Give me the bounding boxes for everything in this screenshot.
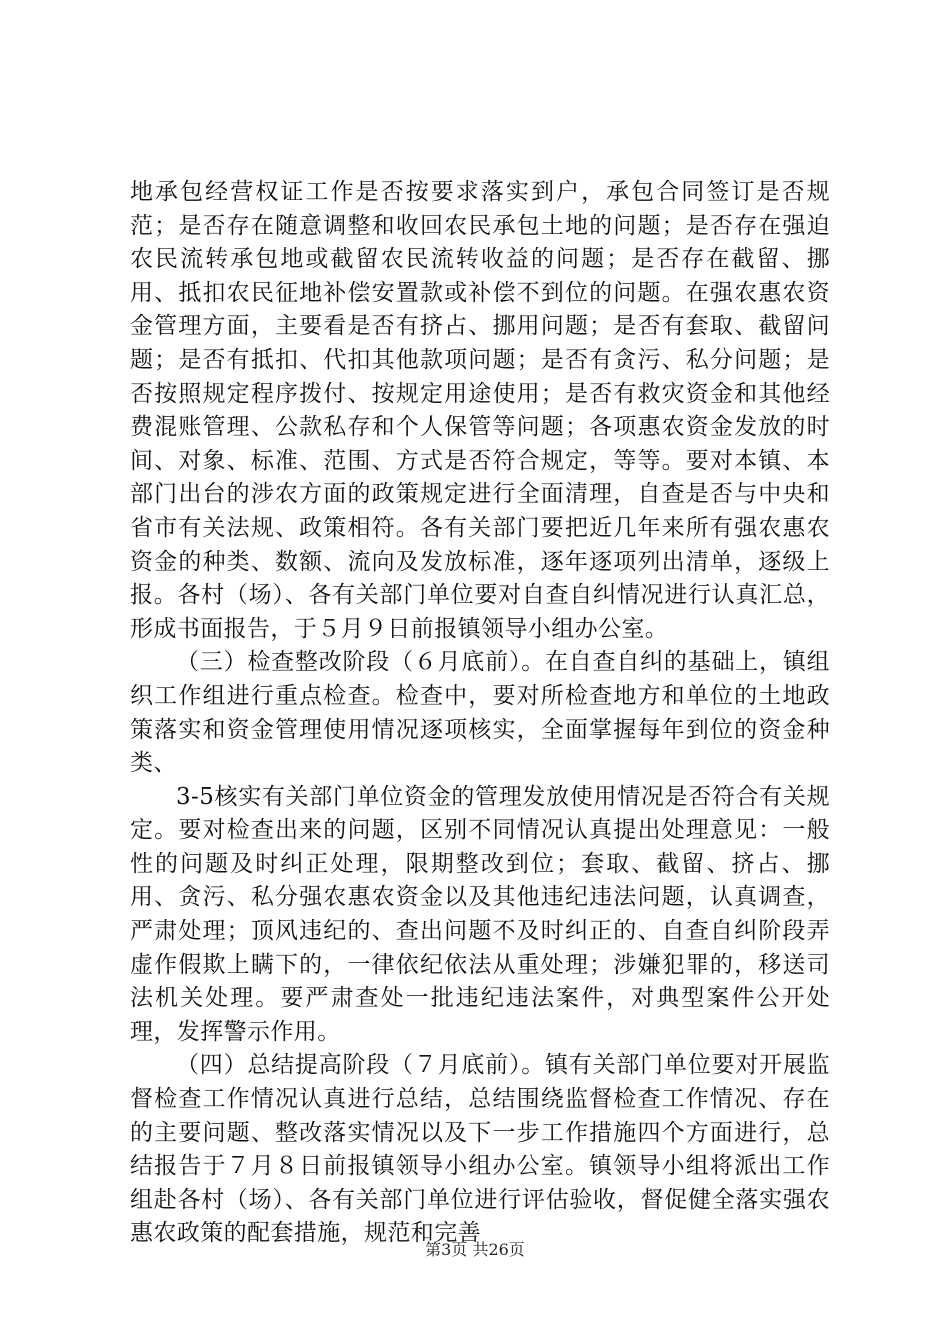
document-body	[130, 176, 830, 1251]
paragraph-verification: 3-5核实有关部门单位资金的管理发放使用情况是否符合有关规定。要对检查出来的问题，区别不同情况认真提出处理意见：一般性的问题及时纠正处理，限期整改到位；套取、截留、挤占、挪用、贪污、私分强农惠农资金以及其他违纪违法问题，认真调查，严肃处理；顶风违纪的、查出问题不及时纠正的、自查自纠阶段弄虚作假欺上瞒下的，一律依纪依法从重处理；涉嫌犯罪的，移送司法机关处理。要严肃查处一批违纪违法案件，对典型案件公开处理，发挥警示作用。	[130, 783, 830, 1045]
page-number-footer: 第3页 共26页	[425, 1240, 525, 1259]
paragraph-continuation: 地承包经营权证工作是否按要求落实到户，承包合同签订是否规范；是否存在随意调整和收回农民承包土地的问题；是否存在强迫农民流转承包地或截留农民流转收益的问题；是否存在截留、挪用、抵扣农民征地补偿安置款或补偿不到位的问题。在强农惠农资金管理方面，主要看是否有挤占、挪用问题；是否有套取、截留问题；是否有抵扣、代扣其他款项问题；是否有贪污、私分问题；是否按照规定程序拨付、按规定用途使用；是否有救灾资金和其他经费混账管理、公款私存和个人保管等问题；各项惠农资金发放的时间、对象、标准、范围、方式是否符合规定，等等。要对本镇、本部门出台的涉农方面的政策规定进行全面清理，自查是否与中央和省市有关法规、政策相符。各有关部门要把近几年来所有强农惠农资金的种类、数额、流向及发放标准，逐年逐项列出清单，逐级上报。各村（场）、各有关部门单位要对自查自纠情况进行认真汇总，形成书面报告，于５月９日前报镇领导小组办公室。	[130, 179, 830, 642]
paragraph-summary-stage: （四）总结提高阶段（７月底前）。镇有关部门单位要对开展监督检查工作情况认真进行总结，总结围绕监督检查工作情况、存在的主要问题、整改落实情况以及下一步工作措施四个方面进行，总结报告于７月８日前报镇领导小组办公室。镇领导小组将派出工作组赴各村（场）、各有关部门单位进行评估验收，督促健全落实强农惠农政策的配套措施，规范和完善	[130, 1052, 830, 1247]
paragraph-inspection-stage: （三）检查整改阶段（６月底前）。在自查自纠的基础上，镇组织工作组进行重点检查。检查中，要对所检查地方和单位的土地政策落实和资金管理使用情况逐项核实，全面掌握每年到位的资金种类、	[130, 649, 830, 777]
